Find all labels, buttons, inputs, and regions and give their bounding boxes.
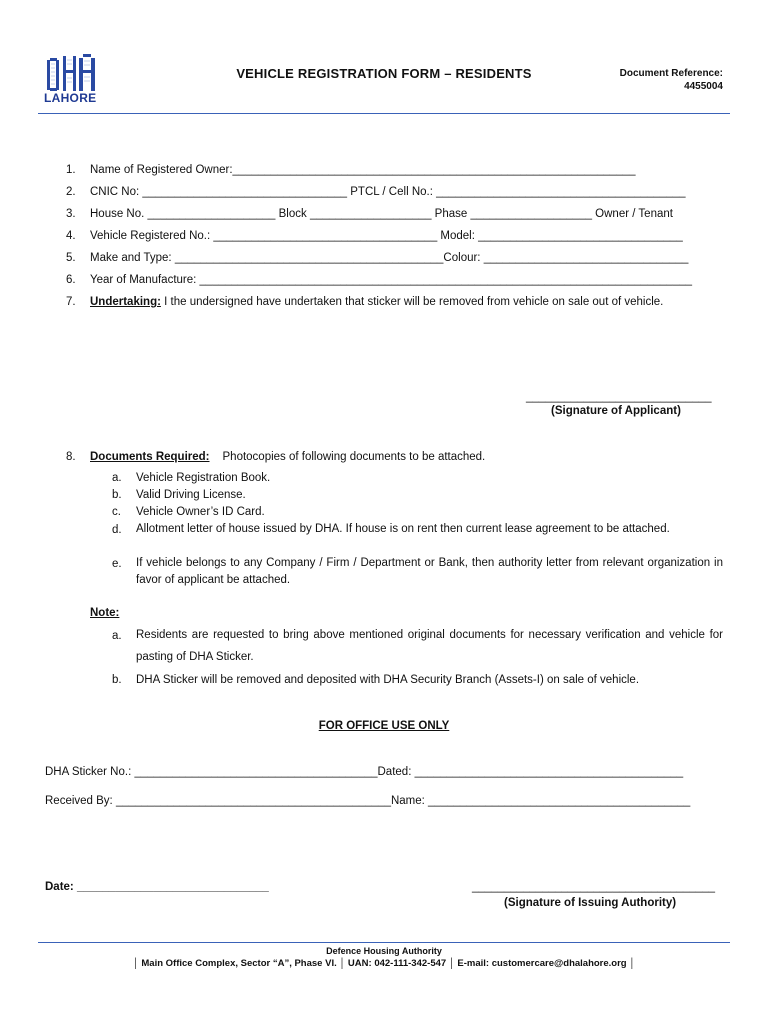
documents-label: Documents Required: xyxy=(90,451,210,463)
field-cnic-ptcl-text: CNIC No: ________________________________ PTCL / Cell No.: _______________________________________ xyxy=(90,186,686,198)
field-registration-model-text: Vehicle Registered No.: ___________________________________ Model: ________________________________ xyxy=(90,230,683,242)
undertaking-number xyxy=(66,295,90,309)
document-item-c xyxy=(112,505,265,519)
field-make-colour-text: Make and Type: __________________________________________Colour: ________________________________ xyxy=(90,252,689,264)
item-text: Vehicle Registration Book. xyxy=(136,472,271,484)
issuing-authority-signature-label: (Signature of Issuing Authority) xyxy=(504,897,677,909)
item-number: 6. xyxy=(66,274,76,286)
doc-ref-value: 4455004 xyxy=(684,81,723,92)
item-text: Valid Driving License. xyxy=(136,489,246,501)
field-house-block-phase[interactable] xyxy=(66,207,673,221)
item-letter: c. xyxy=(112,506,121,518)
item-text: DHA Sticker will be removed and deposited with DHA Security Branch (Assets-I) on sale of vehicle. xyxy=(136,674,640,686)
item-number: 3. xyxy=(66,208,76,220)
item-letter: a. xyxy=(112,630,122,642)
item-number: 1. xyxy=(66,164,76,176)
field-registration-model[interactable] xyxy=(66,229,683,243)
item-letter: b. xyxy=(112,489,122,501)
note-item-b xyxy=(112,673,639,687)
applicant-signature-label: (Signature of Applicant) xyxy=(551,405,681,417)
footer-contact: │ Main Office Complex, Sector “A”, Phase VI. │ UAN: 042-111-342-547 │ E-mail: customercare@dhalahore.org │ xyxy=(132,958,636,969)
document-item-a xyxy=(112,471,270,485)
document-item-e-letter xyxy=(112,557,136,571)
undertaking-label: Undertaking: xyxy=(90,296,161,308)
field-house-block-phase-text: House No. ____________________ Block ___________________ Phase ___________________ Owner / Tenant xyxy=(90,208,673,220)
item-letter: e. xyxy=(112,558,122,570)
item-number: 2. xyxy=(66,186,76,198)
item-number: 8. xyxy=(66,451,76,463)
item-number: 5. xyxy=(66,252,76,264)
footer-divider xyxy=(38,942,730,943)
header-divider xyxy=(38,113,730,114)
document-item-d-text: Allotment letter of house issued by DHA. If house is on rent then current lease agreement to be attached. xyxy=(136,523,670,535)
doc-ref-label: Document Reference: xyxy=(619,68,723,79)
field-cnic-ptcl[interactable] xyxy=(66,185,686,199)
field-year-manufacture-text: Year of Manufacture: _____________________________________________________________________________ xyxy=(90,274,693,286)
note-label: Note: xyxy=(90,607,120,619)
item-letter: d. xyxy=(112,524,122,536)
document-item-b xyxy=(112,488,246,502)
office-use-heading: FOR OFFICE USE ONLY xyxy=(318,720,450,732)
form-title: VEHICLE REGISTRATION FORM – RESIDENTS xyxy=(236,66,532,81)
document-reference xyxy=(620,67,723,93)
item-number: 7. xyxy=(66,296,76,308)
note-item-a-text: Residents are requested to bring above mentioned original documents for necessary verification and vehicle for pasting of DHA Sticker. xyxy=(136,629,723,663)
item-letter: a. xyxy=(112,472,122,484)
field-year-manufacture[interactable] xyxy=(66,273,692,287)
issuing-authority-signature-line[interactable]: ______________________________________ xyxy=(472,881,716,893)
note-item-a-letter xyxy=(112,629,136,643)
item-text: Vehicle Owner’s ID Card. xyxy=(136,506,265,518)
item-letter: b. xyxy=(112,674,122,686)
document-item-e-text: If vehicle belongs to any Company / Firm / Department or Bank, then authority letter from relevant organization in favor of applicant be attached. xyxy=(136,557,723,586)
field-owner-name[interactable] xyxy=(66,163,635,177)
field-owner-name-text: Name of Registered Owner:_______________________________________________________________ xyxy=(90,164,636,176)
received-by-field[interactable]: Received By: ___________________________________________Name: _________________________________________ xyxy=(45,795,691,807)
documents-required-header xyxy=(66,450,485,464)
dha-sticker-field[interactable]: DHA Sticker No.: ______________________________________Dated: __________________________________________ xyxy=(45,766,684,778)
field-make-colour[interactable] xyxy=(66,251,688,265)
documents-intro: Photocopies of following documents to be attached. xyxy=(222,451,486,463)
item-number: 4. xyxy=(66,230,76,242)
document-item-d-letter xyxy=(112,523,136,537)
undertaking-text: I the undersigned have undertaken that sticker will be removed from vehicle on sale out of vehicle. xyxy=(164,296,664,308)
logo-city-text: LAHORE xyxy=(44,91,97,105)
date-field[interactable]: Date: ______________________________ xyxy=(45,881,269,893)
applicant-signature-line[interactable]: _____________________________ xyxy=(526,391,712,403)
footer-organization: Defence Housing Authority xyxy=(326,946,442,956)
undertaking-paragraph xyxy=(90,291,724,313)
